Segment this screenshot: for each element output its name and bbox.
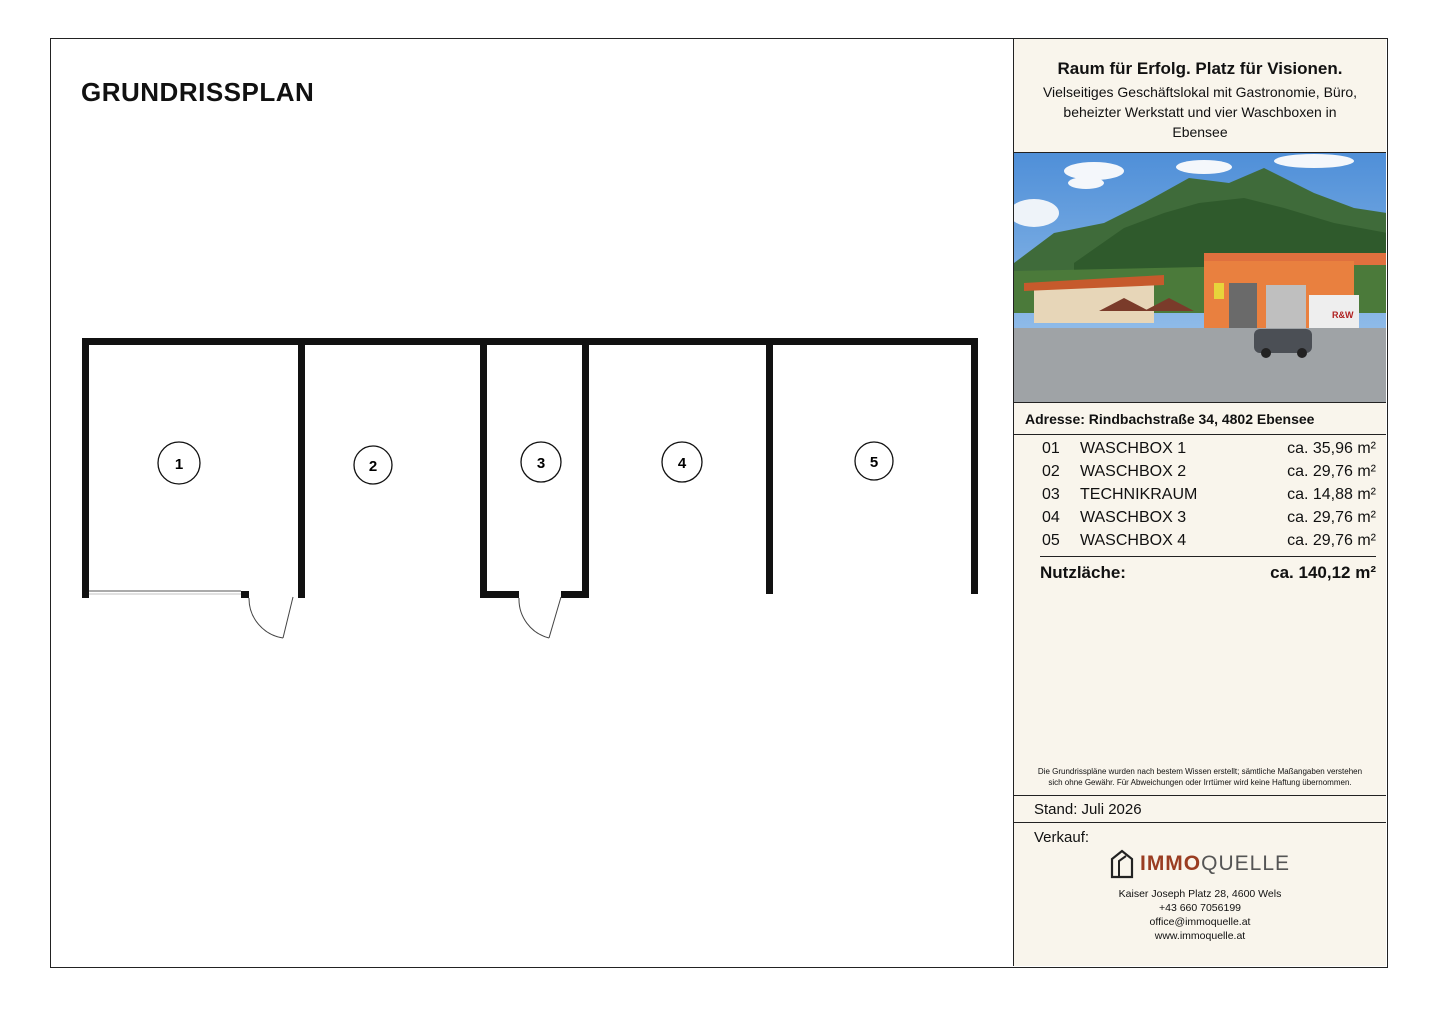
room-area: ca. 29,76 m²	[1287, 508, 1376, 526]
wall-room3-right	[582, 338, 589, 598]
disclaimer-line-1: Die Grundrisspläne wurden nach bestem Wissen erstellt; sämtliche Maßangaben verstehen	[1037, 767, 1363, 776]
room-area: ca. 14,88 m²	[1287, 485, 1376, 503]
contact-phone: +43 660 7056199	[1158, 902, 1242, 914]
room-area: ca. 29,76 m²	[1287, 531, 1376, 549]
room-marker-4-label: 4	[677, 455, 687, 472]
verkauf-label: Verkauf:	[1034, 829, 1090, 846]
photo-sign-text: R&W	[1332, 310, 1354, 320]
room-marker-2-label: 2	[368, 458, 378, 475]
address: Adresse: Rindbachstraße 34, 4802 Ebensee	[1014, 403, 1386, 435]
room-name: TECHNIKRAUM	[1080, 485, 1198, 503]
wall-room1-bottom-stub	[241, 591, 249, 598]
company-logo	[1014, 847, 1386, 881]
wall-top	[82, 338, 978, 345]
property-photo-illustration	[1014, 153, 1386, 403]
room-marker-5-label: 5	[869, 454, 879, 471]
logo-text-quelle: QUELLE	[1201, 852, 1291, 875]
contact-web: www.immoquelle.at	[1154, 930, 1246, 942]
door-room3-leaf	[549, 597, 561, 638]
stand-date: Stand: Juli 2026	[1014, 795, 1386, 823]
room-marker-4	[662, 442, 702, 482]
plan-title: GRUNDRISSPLAN	[81, 77, 315, 107]
room-marker-1-label: 1	[174, 456, 184, 473]
wall-room5-left	[766, 338, 773, 594]
wall-room3-bottom-right	[561, 591, 589, 598]
total-area-label: Nutzläche:	[1040, 563, 1126, 582]
room-name: WASCHBOX 4	[1080, 531, 1187, 549]
contact-email: office@immoquelle.at	[1149, 916, 1251, 928]
wall-room1-right	[298, 338, 305, 598]
door-room3-swing	[519, 598, 549, 638]
room-name: WASCHBOX 1	[1080, 439, 1187, 457]
contact-address: Kaiser Joseph Platz 28, 4600 Wels	[1118, 888, 1282, 900]
room-marker-1	[158, 442, 200, 484]
headline-section	[1014, 39, 1386, 153]
wall-room3-bottom-left	[480, 591, 519, 598]
wall-room3-left	[480, 338, 487, 598]
room-name: WASCHBOX 3	[1080, 508, 1187, 526]
room-name: WASCHBOX 2	[1080, 462, 1187, 480]
headline: Raum für Erfolg. Platz für Visionen.	[1057, 59, 1343, 78]
subline: Vielseitiges Geschäftslokal mit Gastronomie, Büro, beheizter Werkstatt und vier Waschboxen in Ebensee	[1042, 84, 1358, 140]
room-row	[1042, 529, 1376, 552]
room-number: 01	[1042, 439, 1060, 457]
total-area-value: ca. 140,12 m²	[1270, 563, 1376, 582]
page-frame	[50, 38, 1388, 968]
room-number: 04	[1042, 508, 1060, 526]
room-area: ca. 35,96 m²	[1287, 439, 1376, 457]
room-number: 05	[1042, 531, 1060, 549]
room-marker-3	[521, 442, 561, 482]
room-marker-2	[354, 446, 392, 484]
room-row	[1042, 506, 1376, 529]
contact-block	[1014, 887, 1386, 943]
info-sidebar	[1013, 39, 1386, 966]
disclaimer	[1014, 766, 1386, 788]
property-photo	[1014, 153, 1386, 403]
total-area-row	[1040, 556, 1376, 583]
room-row	[1042, 460, 1376, 483]
room-row	[1042, 437, 1376, 460]
door-room1-swing	[249, 598, 283, 638]
wall-room5-right	[971, 338, 978, 594]
floor-plan-drawing	[51, 39, 1013, 966]
disclaimer-line-2: sich ohne Gewähr. Für Abweichungen oder Irrtümer wird keine Haftung übernommen.	[1048, 778, 1352, 787]
door-room1-leaf	[283, 597, 293, 638]
room-row	[1042, 483, 1376, 506]
room-marker-3-label: 3	[536, 455, 546, 472]
logo-text-immo: IMMO	[1139, 852, 1202, 875]
room-number: 02	[1042, 462, 1060, 480]
room-number: 03	[1042, 485, 1060, 503]
floor-plan-area	[51, 39, 1013, 966]
wall-room1-left	[82, 338, 89, 598]
room-marker-5	[855, 442, 893, 480]
room-area: ca. 29,76 m²	[1287, 462, 1376, 480]
house-logo-icon	[1110, 849, 1134, 879]
room-list	[1014, 437, 1386, 583]
